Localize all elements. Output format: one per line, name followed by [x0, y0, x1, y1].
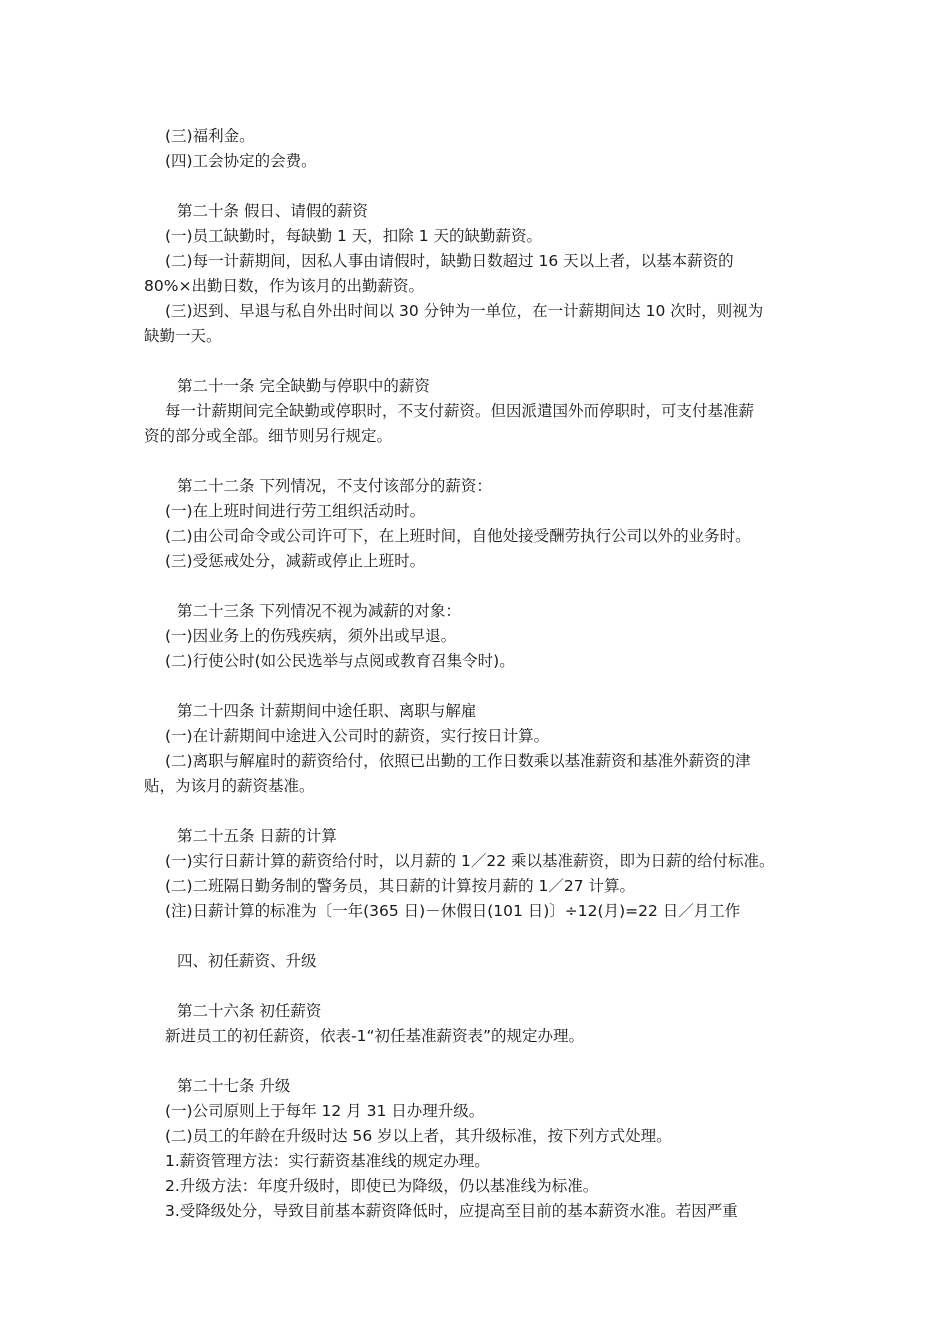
article-27-sub-3: 3.受降级处分，导致目前基本薪资降低时，应提高至目前的基本薪资水准。若因严重 — [165, 1202, 738, 1220]
paragraph-gap — [144, 574, 824, 599]
paragraph-gap — [144, 449, 824, 474]
section-4-heading: 四、初任薪资、升级 — [177, 952, 317, 970]
article-25-note: (注)日薪计算的标准为〔一年(365 日)－休假日(101 日)〕÷12(月)=22 日／月工作 — [165, 902, 741, 920]
article-25-heading: 第二十五条 日薪的计算 — [177, 827, 337, 845]
article-20-item-3-cont: 缺勤一天。 — [144, 327, 222, 345]
article-20-item-2-cont: 80%×出勤日数，作为该月的出勤薪资。 — [144, 277, 424, 295]
article-22-heading: 第二十二条 下列情况，不支付该部分的薪资： — [177, 477, 492, 495]
article-21-body-cont: 资的部分或全部。细节则另行规定。 — [144, 427, 393, 445]
article-25-item-2: (二)二班隔日勤务制的警务员，其日薪的计算按月薪的 1／27 计算。 — [165, 877, 636, 895]
article-24-item-1: (一)在计薪期间中途进入公司时的薪资，实行按日计算。 — [165, 727, 550, 745]
article-22-item-3: (三)受惩戒处分，减薪或停止上班时。 — [165, 552, 426, 570]
article-26-heading: 第二十六条 初任薪资 — [177, 1002, 322, 1020]
paragraph-gap — [144, 799, 824, 824]
item-welfare-fund: (三)福利金。 — [165, 127, 255, 145]
article-23-item-2: (二)行使公时(如公民选举与点阅或教育召集令时)。 — [165, 652, 515, 670]
item-union-dues: (四)工会协定的会费。 — [165, 152, 317, 170]
article-22-item-1: (一)在上班时间进行劳工组织活动时。 — [165, 502, 426, 520]
article-26-body: 新进员工的初任薪资，依表-1“初任基准薪资表”的规定办理。 — [165, 1027, 585, 1045]
paragraph-gap — [144, 349, 824, 374]
paragraph-gap — [144, 674, 824, 699]
article-27-heading: 第二十七条 升级 — [177, 1077, 291, 1095]
paragraph-gap — [144, 974, 824, 999]
article-27-sub-2: 2.升级方法：年度升级时，即使已为降级，仍以基准线为标准。 — [165, 1177, 599, 1195]
article-27-item-2: (二)员工的年龄在升级时达 56 岁以上者，其升级标准，按下列方式处理。 — [165, 1127, 672, 1145]
article-24-item-2-cont: 贴，为该月的薪资基准。 — [144, 777, 315, 795]
article-22-item-2: (二)由公司命令或公司许可下，在上班时间，自他处接受酬劳执行公司以外的业务时。 — [165, 527, 751, 545]
article-23-item-1: (一)因业务上的伤残疾病，须外出或早退。 — [165, 627, 457, 645]
article-20-item-3: (三)迟到、早退与私自外出时间以 30 分钟为一单位，在一计薪期间达 10 次时，则视为 — [165, 302, 764, 320]
article-20-item-1: (一)员工缺勤时，每缺勤 1 天，扣除 1 天的缺勤薪资。 — [165, 227, 543, 245]
article-21-body: 每一计薪期间完全缺勤或停职时，不支付薪资。但因派遣国外而停职时，可支付基准薪 — [165, 402, 755, 420]
article-23-heading: 第二十三条 下列情况不视为减薪的对象： — [177, 602, 461, 620]
article-20-item-2: (二)每一计薪期间，因私人事由请假时，缺勤日数超过 16 天以上者，以基本薪资的 — [165, 252, 734, 270]
article-27-sub-1: 1.薪资管理方法：实行薪资基准线的规定办理。 — [165, 1152, 490, 1170]
article-25-item-1: (一)实行日薪计算的薪资给付时，以月薪的 1／22 乘以基准薪资，即为日薪的给付标准。 — [165, 852, 775, 870]
document-body — [144, 124, 824, 1224]
paragraph-gap — [144, 1049, 824, 1074]
article-24-item-2: (二)离职与解雇时的薪资给付，依照已出勤的工作日数乘以基准薪资和基准外薪资的津 — [165, 752, 751, 770]
paragraph-gap — [144, 174, 824, 199]
article-20-heading: 第二十条 假日、请假的薪资 — [177, 202, 368, 220]
paragraph-gap — [144, 924, 824, 949]
article-21-heading: 第二十一条 完全缺勤与停职中的薪资 — [177, 377, 430, 395]
article-27-item-1: (一)公司原则上于每年 12 月 31 日办理升级。 — [165, 1102, 485, 1120]
article-24-heading: 第二十四条 计薪期间中途任职、离职与解雇 — [177, 702, 477, 720]
